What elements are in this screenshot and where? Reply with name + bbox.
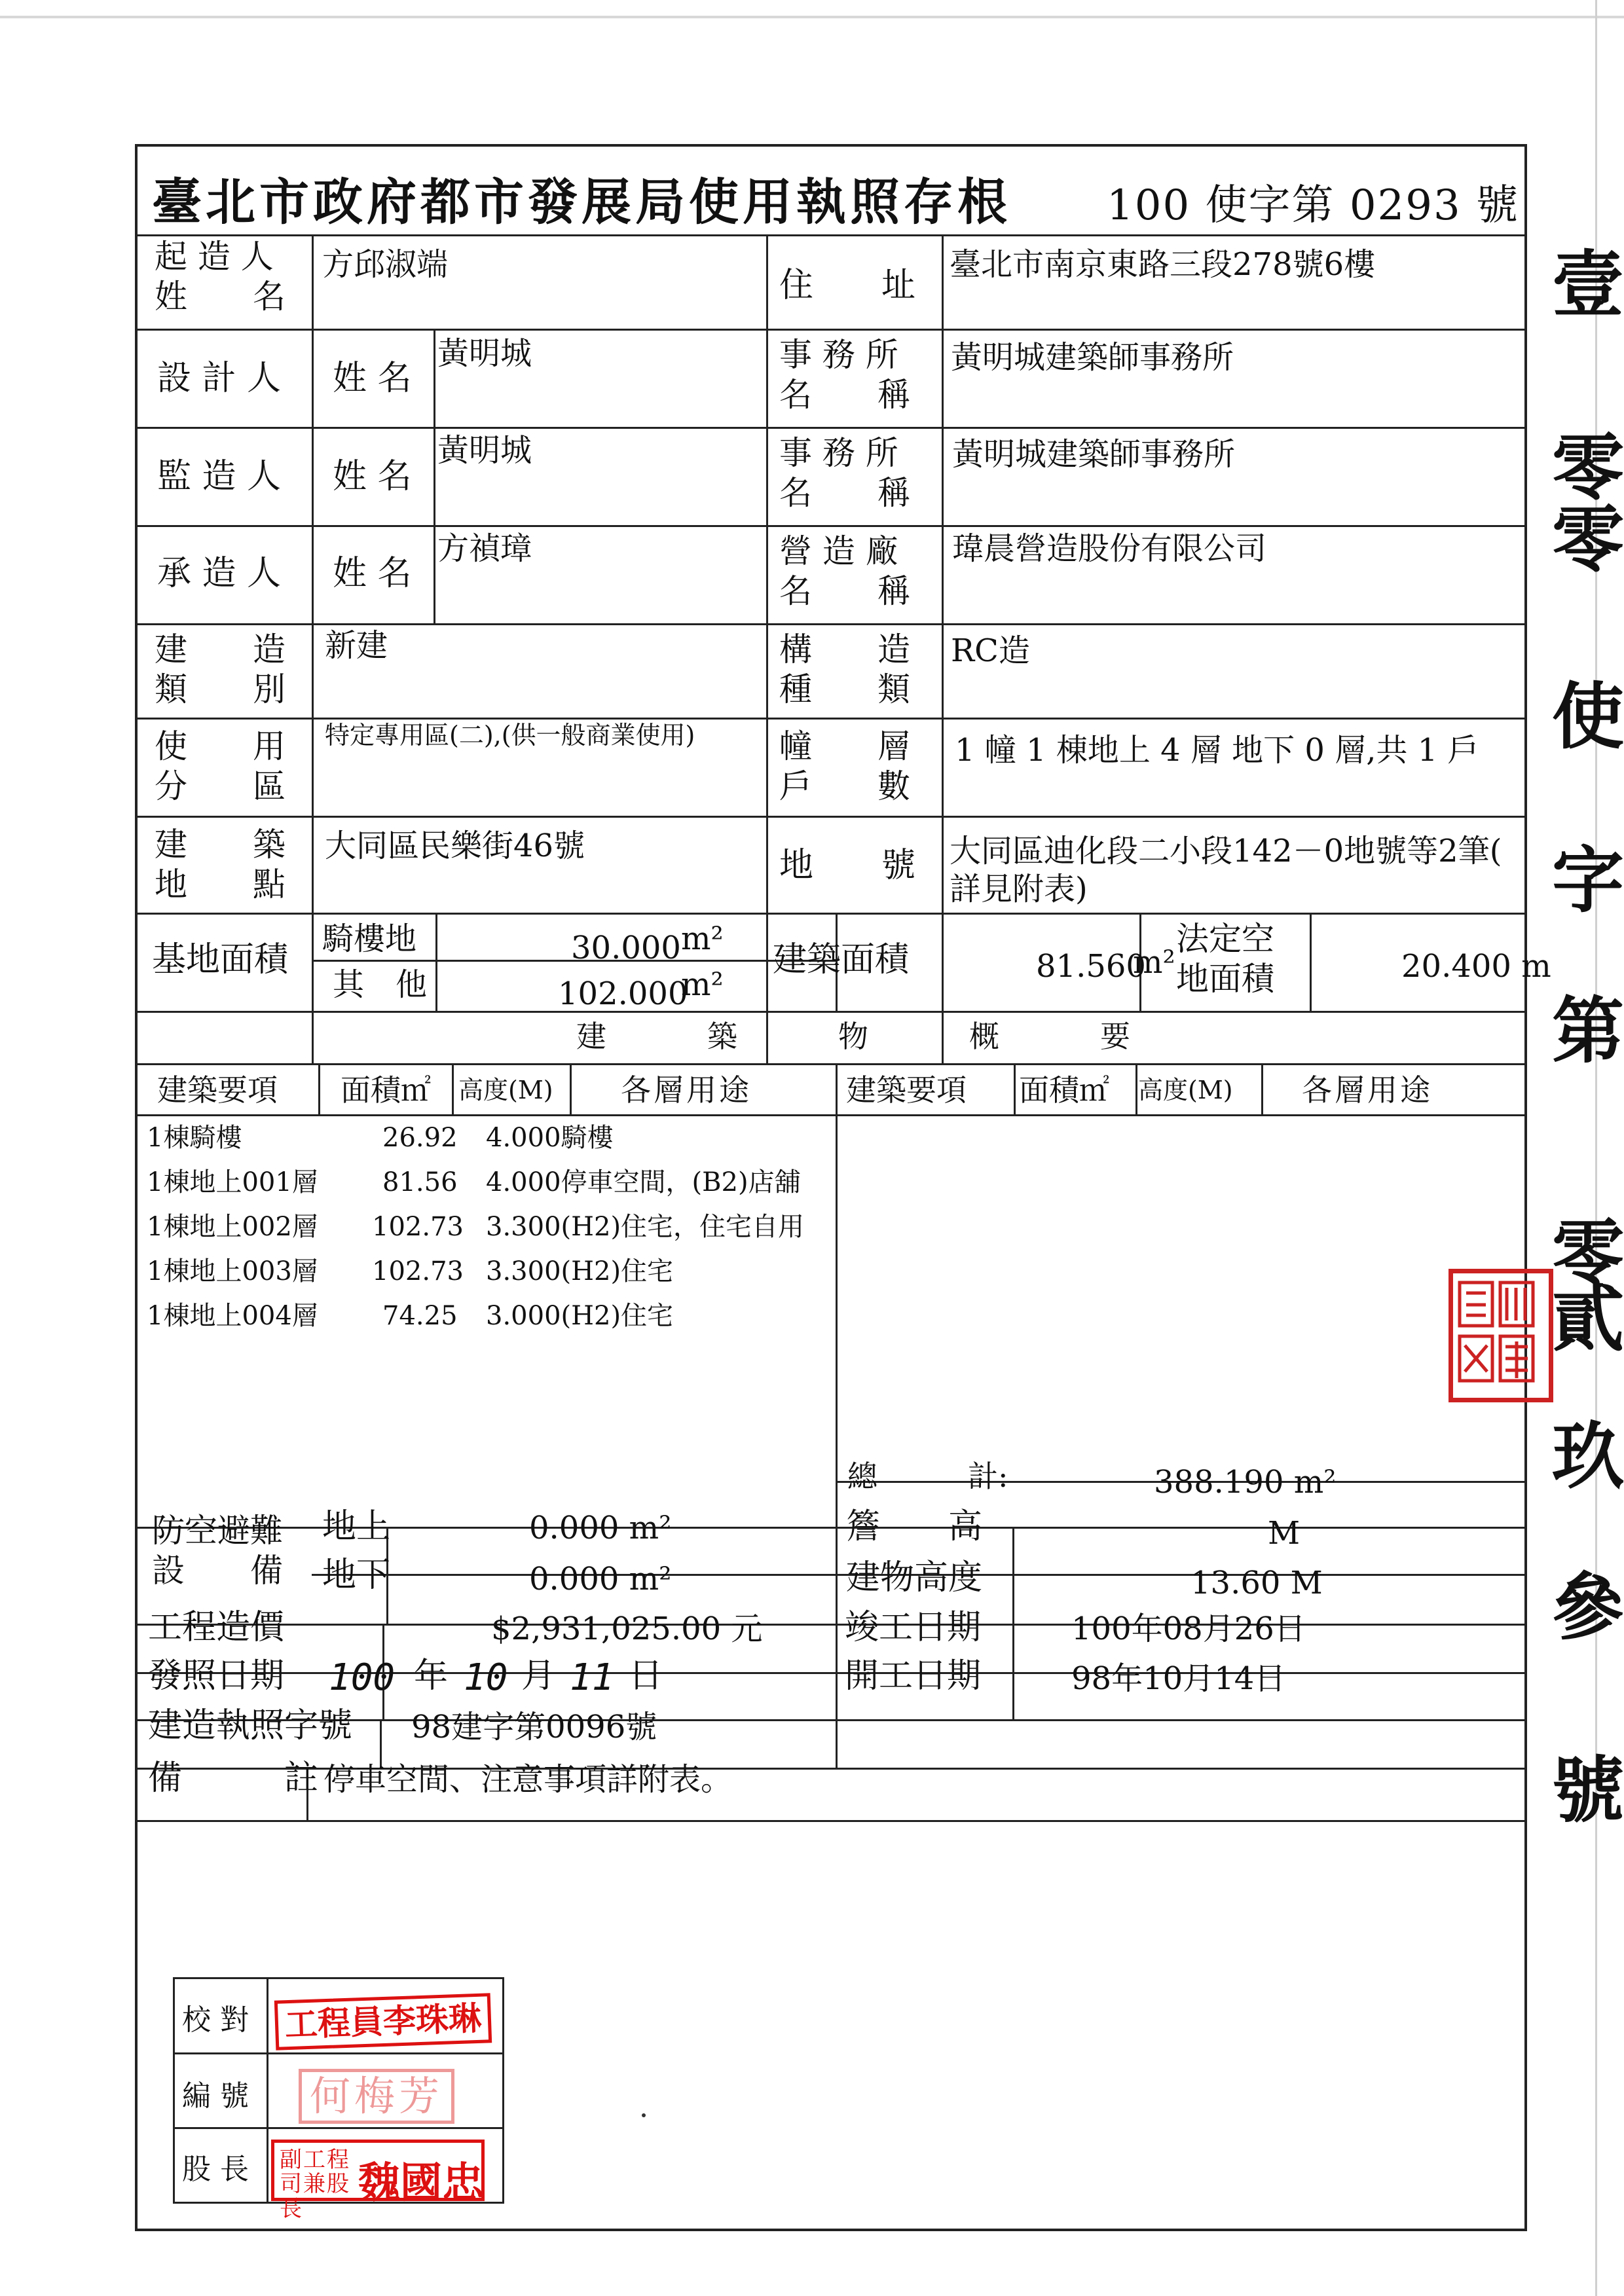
building-height: 13.60 M <box>1190 1565 1323 1601</box>
contractor-firm-label: 營 造 廠 名 稱 <box>779 532 910 610</box>
header-height-left: 高度(M) <box>458 1076 553 1104</box>
row-area: 81.56 <box>382 1167 458 1197</box>
shelter-label: 防空避難 設 備 <box>152 1512 283 1590</box>
units-label: 幢 層 戶 數 <box>779 727 910 805</box>
side-char: 參 <box>1552 1565 1624 1649</box>
row-use: 3.300(H2)住宅 <box>486 1256 674 1286</box>
designer-role: 設 計 人 <box>157 359 282 398</box>
arcade-label: 騎樓地 <box>322 920 417 957</box>
chief-label: 股 長 <box>182 2153 249 2186</box>
header-height-right: 高度(M) <box>1138 1076 1233 1104</box>
building-area-unit: m² <box>1133 944 1175 981</box>
start-date: 98年10月14日 <box>1071 1660 1286 1697</box>
supervisor-office-label: 事 務 所 名 稱 <box>779 434 910 512</box>
start-date-label: 開工日期 <box>845 1656 982 1696</box>
page-top-edge <box>0 16 1624 18</box>
row-area: 26.92 <box>382 1123 458 1153</box>
contractor-name-label: 姓 名 <box>333 554 412 593</box>
row-area: 74.25 <box>382 1301 458 1331</box>
lot-label: 地 號 <box>779 846 916 885</box>
page-right-edge <box>1595 0 1597 2296</box>
official-seal <box>1449 1269 1553 1402</box>
chief-name: 魏國忠 <box>358 2159 484 2208</box>
designer-office-label: 事 務 所 名 稱 <box>779 336 910 414</box>
shelter-above: 0.000 m² <box>529 1510 672 1546</box>
header-area-right: 面積㎡ <box>1019 1072 1109 1108</box>
designer-name-label: 姓 名 <box>333 359 412 398</box>
header-use-left: 各層用途 <box>621 1072 752 1108</box>
completion-date: 100年08月26日 <box>1071 1611 1306 1647</box>
row-area: 102.73 <box>372 1212 464 1242</box>
permit-number: 98建字第0096號 <box>411 1709 657 1745</box>
designer-name: 黃明城 <box>437 335 532 372</box>
other-unit: m² <box>681 966 724 1003</box>
shelter-below: 0.000 m² <box>529 1561 672 1597</box>
row-use: 4.000停車空間，(B2)店舖 <box>486 1167 801 1197</box>
chief-stamp <box>271 2140 485 2222</box>
issue-year: 100 <box>329 1656 396 1699</box>
header-item-left: 建築要項 <box>157 1072 278 1108</box>
issue-day: 11 <box>570 1656 614 1699</box>
side-char: 貳 <box>1552 1277 1624 1361</box>
row-item: 1棟地上002層 <box>147 1212 318 1242</box>
structure-type: RC造 <box>951 632 1030 669</box>
site-area-label: 基地面積 <box>152 940 289 979</box>
owner-name: 方邱淑端 <box>322 246 449 283</box>
other-label: 其 他 <box>333 966 428 1003</box>
row-item: 1棟騎樓 <box>147 1123 242 1153</box>
other-area: 102.000 <box>558 975 688 1012</box>
row-item: 1棟地上003層 <box>147 1256 318 1286</box>
build-type-label: 建 造 類 別 <box>155 630 286 708</box>
supervisor-name-label: 姓 名 <box>333 457 412 496</box>
side-char: 字 <box>1552 838 1624 922</box>
row-use: 3.300(H2)住宅，住宅自用 <box>486 1212 805 1242</box>
side-char: 第 <box>1552 989 1624 1073</box>
check-label: 校 對 <box>182 2003 249 2037</box>
location-label: 建 築 地 點 <box>155 826 286 903</box>
arcade-unit: m² <box>681 920 724 957</box>
side-char: 零 <box>1552 426 1624 510</box>
cost-label: 工程造價 <box>148 1608 285 1647</box>
issue-year-unit: 年 <box>414 1656 449 1696</box>
side-char: 零 <box>1552 1211 1624 1296</box>
side-char: 號 <box>1552 1748 1624 1832</box>
location-value: 大同區民樂街46號 <box>325 828 585 864</box>
supervisor-name: 黃明城 <box>437 432 532 469</box>
chief-title: 副工程司兼股長 <box>280 2147 350 2222</box>
permit-label: 建造執照字號 <box>148 1706 353 1745</box>
row-area: 102.73 <box>372 1256 464 1286</box>
supervisor-office: 黃明城建築師事務所 <box>952 436 1236 473</box>
side-char: 零 <box>1552 498 1624 582</box>
units-value: 1 幢 1 棟地上 4 層 地下 0 層,共 1 戶 <box>955 732 1479 769</box>
build-type: 新建 <box>325 627 388 664</box>
shelter-above-label: 地上 <box>322 1507 391 1546</box>
header-item-right: 建築要項 <box>846 1072 967 1108</box>
side-char: 玖 <box>1552 1414 1624 1499</box>
open-space-area: 20.400 m <box>1401 948 1551 985</box>
row-use: 3.000(H2)住宅 <box>486 1301 674 1331</box>
zoning-value: 特定專用區(二),(供一般商業使用) <box>325 721 695 750</box>
remarks-label: 備 註 <box>148 1758 319 1798</box>
lot-number-line2: 詳見附表) <box>950 871 1088 907</box>
contractor-name: 方禎璋 <box>437 530 532 567</box>
row-use: 4.000騎樓 <box>486 1123 614 1153</box>
structure-label: 構 造 種 類 <box>779 630 910 708</box>
total-label: 總 計: <box>847 1459 1008 1494</box>
row-item: 1棟地上001層 <box>147 1167 318 1197</box>
completion-date-label: 竣工日期 <box>845 1608 982 1647</box>
owner-address: 臺北市南京東路三段278號6樓 <box>950 246 1376 283</box>
row-item: 1棟地上004層 <box>147 1301 318 1331</box>
designer-office: 黃明城建築師事務所 <box>951 339 1234 376</box>
header-use-right: 各層用途 <box>1302 1072 1433 1108</box>
zoning-label: 使 用 分 區 <box>155 727 286 805</box>
document-title: 臺北市政府都市發展局使用執照存根 <box>152 173 1011 231</box>
issue-month-unit: 月 <box>521 1656 556 1696</box>
contractor-firm: 瑋晨營造股份有限公司 <box>952 530 1267 567</box>
side-char: 壹 <box>1552 242 1624 327</box>
supervisor-role: 監 造 人 <box>157 457 282 496</box>
checker-stamp: 工程員李珠琳 <box>274 1993 492 2050</box>
construction-cost: $2,931,025.00 元 <box>491 1611 763 1647</box>
summary-title: 建 築 物 概 要 <box>576 1019 1133 1054</box>
side-char: 使 <box>1552 674 1624 759</box>
remarks: 停車空間、注意事項詳附表。 <box>323 1761 733 1798</box>
building-height-label: 建物高度 <box>846 1558 983 1597</box>
address-label: 住 址 <box>779 266 916 305</box>
contractor-role: 承 造 人 <box>157 554 282 593</box>
building-area-label: 建築面積 <box>773 940 910 979</box>
issue-month: 10 <box>464 1656 508 1699</box>
owner-label: 起 造 人 姓 名 <box>155 238 286 316</box>
issue-day-unit: 日 <box>629 1656 663 1696</box>
numbering-stamp: 何梅芳 <box>299 2069 454 2124</box>
lot-number-line1: 大同區迪化段二小段142－0地號等2筆( <box>950 833 1502 869</box>
building-area: 81.560 <box>1036 948 1146 985</box>
seal-pattern-icon <box>1453 1273 1540 1389</box>
eave-height: M <box>1268 1515 1301 1552</box>
number-label: 編 號 <box>182 2079 249 2113</box>
arcade-area: 30.000 <box>571 930 681 966</box>
issue-date-label: 發照日期 <box>148 1656 285 1696</box>
total-area: 388.190 m² <box>1154 1464 1337 1501</box>
speck <box>642 2113 646 2117</box>
document-number: 100 使字第 0293 號 <box>1107 181 1520 230</box>
shelter-below-label: 地下 <box>322 1556 391 1595</box>
open-space-label: 法定空 地面積 <box>1176 920 1274 998</box>
eave-label: 簷 高 <box>846 1507 983 1546</box>
header-area-left: 面積㎡ <box>341 1072 431 1108</box>
